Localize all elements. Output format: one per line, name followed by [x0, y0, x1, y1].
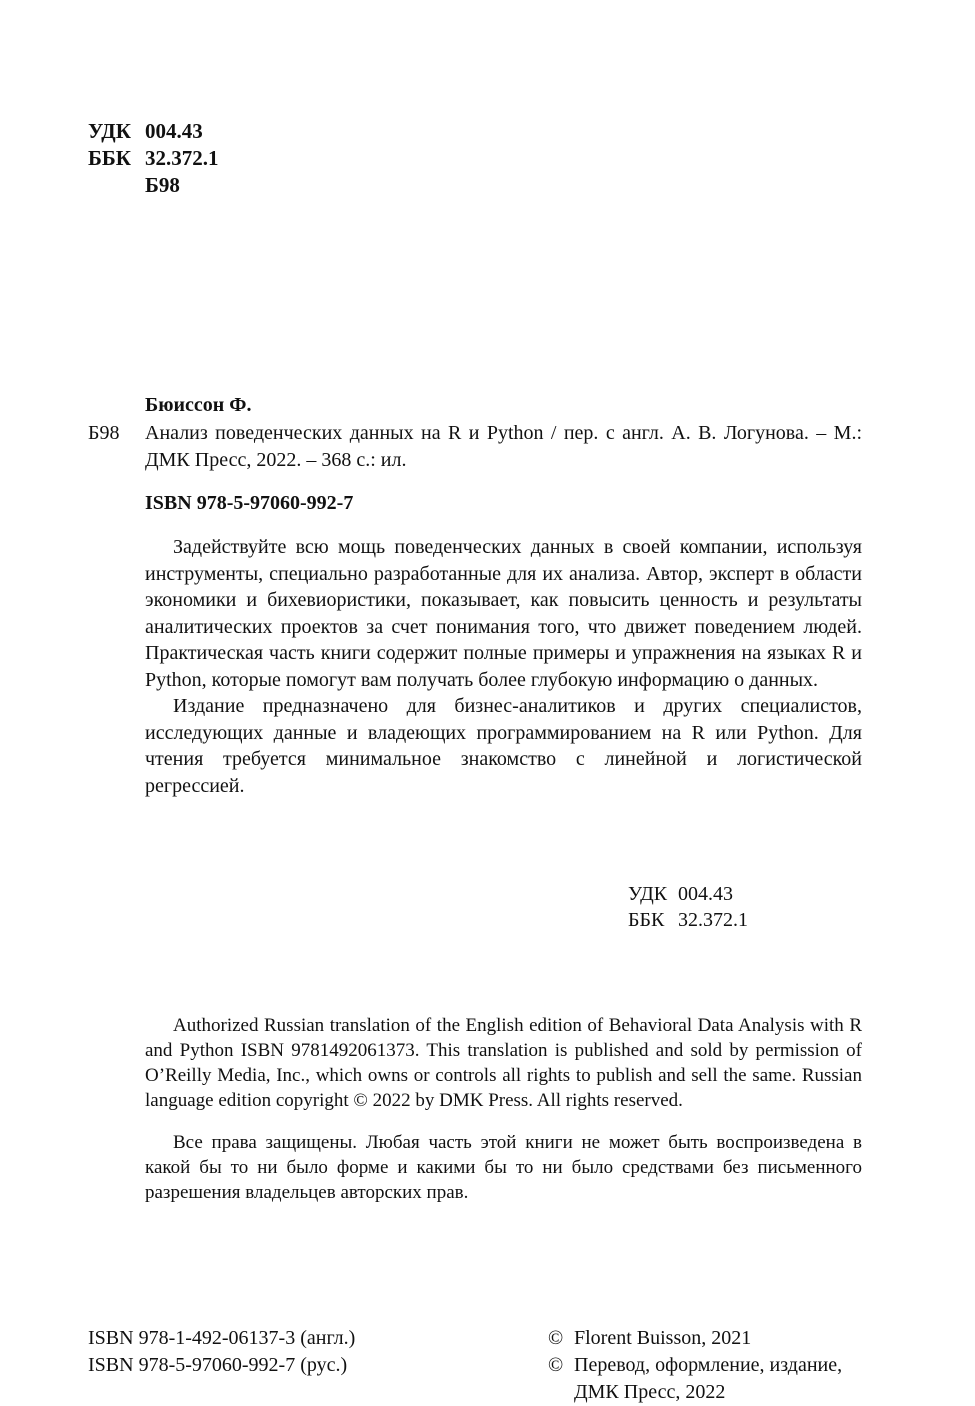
footer-isbn-russian: ISBN 978-5-97060-992-7 (рус.) [88, 1354, 348, 1376]
author-sign-code: Б98 [145, 173, 180, 197]
copyright-symbol: © [548, 1354, 564, 1376]
bbk-value: 32.372.1 [145, 146, 219, 170]
footer-isbn-english: ISBN 978-1-492-06137-3 (англ.) [88, 1327, 356, 1349]
annotation-block [145, 534, 862, 799]
udk-label: УДК [88, 119, 131, 143]
author-name: Бюиссон Ф. [145, 394, 252, 416]
bibliographic-entry [88, 420, 862, 474]
legal-russian-paragraph: Все права защищены. Любая часть этой книги не может быть воспроизведена в какой бы то ни было форме и какими бы то ни было средствами без письменного разрешения владельцев авторских прав. [145, 1132, 862, 1203]
footer-copyright-column [548, 1325, 842, 1406]
mid-bbk-row [628, 907, 862, 933]
copyright-author: Florent Buisson, 2021 [574, 1327, 752, 1349]
top-classification-codes [88, 118, 862, 199]
isbn-main: ISBN 978-5-97060-992-7 [145, 492, 354, 514]
copyright-publisher-row [548, 1352, 842, 1406]
footer-isbn-column [88, 1325, 548, 1406]
bibliographic-entry-text: Анализ поведенческих данных на R и Python / пер. с англ. А. В. Логунова. – М.: ДМК Пресс, 2022. – 368 с.: ил. [145, 422, 862, 471]
copyright-publisher-line1: Перевод, оформление, издание, [574, 1354, 843, 1376]
mid-udk-label: УДК [628, 883, 668, 905]
bbk-row [88, 145, 862, 172]
copyright-symbol: © [548, 1327, 564, 1349]
mid-classification-codes [628, 881, 862, 933]
copyright-publisher [574, 1352, 842, 1406]
legal-block [145, 1013, 862, 1205]
legal-english-paragraph: Authorized Russian translation of the English edition of Behavioral Data Analysis with R and Python ISBN 9781492061373. This translation is published and sold by permission of O’Reilly Media, Inc., which owns or controls all rights to publish and sell the same. Russian language edition copyright © 2022 by DMK Press. All rights reserved. [145, 1015, 862, 1111]
mid-bbk-value: 32.372.1 [678, 909, 748, 931]
mid-udk-value: 004.43 [678, 883, 733, 905]
author-sign-row [88, 172, 862, 199]
copyright-author-row [548, 1325, 842, 1352]
author-sign-spacer [88, 172, 145, 199]
udk-value: 004.43 [145, 119, 203, 143]
copyright-publisher-line2: ДМК Пресс, 2022 [574, 1381, 726, 1403]
bibliographic-entry-code: Б98 [88, 422, 120, 444]
footer [88, 1325, 862, 1406]
mid-udk-row [628, 881, 862, 907]
annotation-paragraph-1: Задействуйте всю мощь поведенческих данных в своей компании, используя инструменты, специально разработанные для их анализа. Автор, эксперт в области экономики и бихевиористики, показывает, как повысить ценность и результаты аналитических проектов за счет понимания того, что движет поведением людей. Практическая часть книги содержит полные примеры и упражнения на языках R и Python, которые помогут вам получать более глубокую информацию о данных. [145, 536, 862, 691]
udk-row [88, 118, 862, 145]
bbk-label: ББК [88, 146, 131, 170]
mid-bbk-label: ББК [628, 909, 665, 931]
annotation-paragraph-2: Издание предназначено для бизнес-аналитиков и других специалистов, исследующих данные и владеющих программированием на R или Python. Для чтения требуется минимальное знакомство с линейной и логистической регрессией. [145, 695, 862, 797]
